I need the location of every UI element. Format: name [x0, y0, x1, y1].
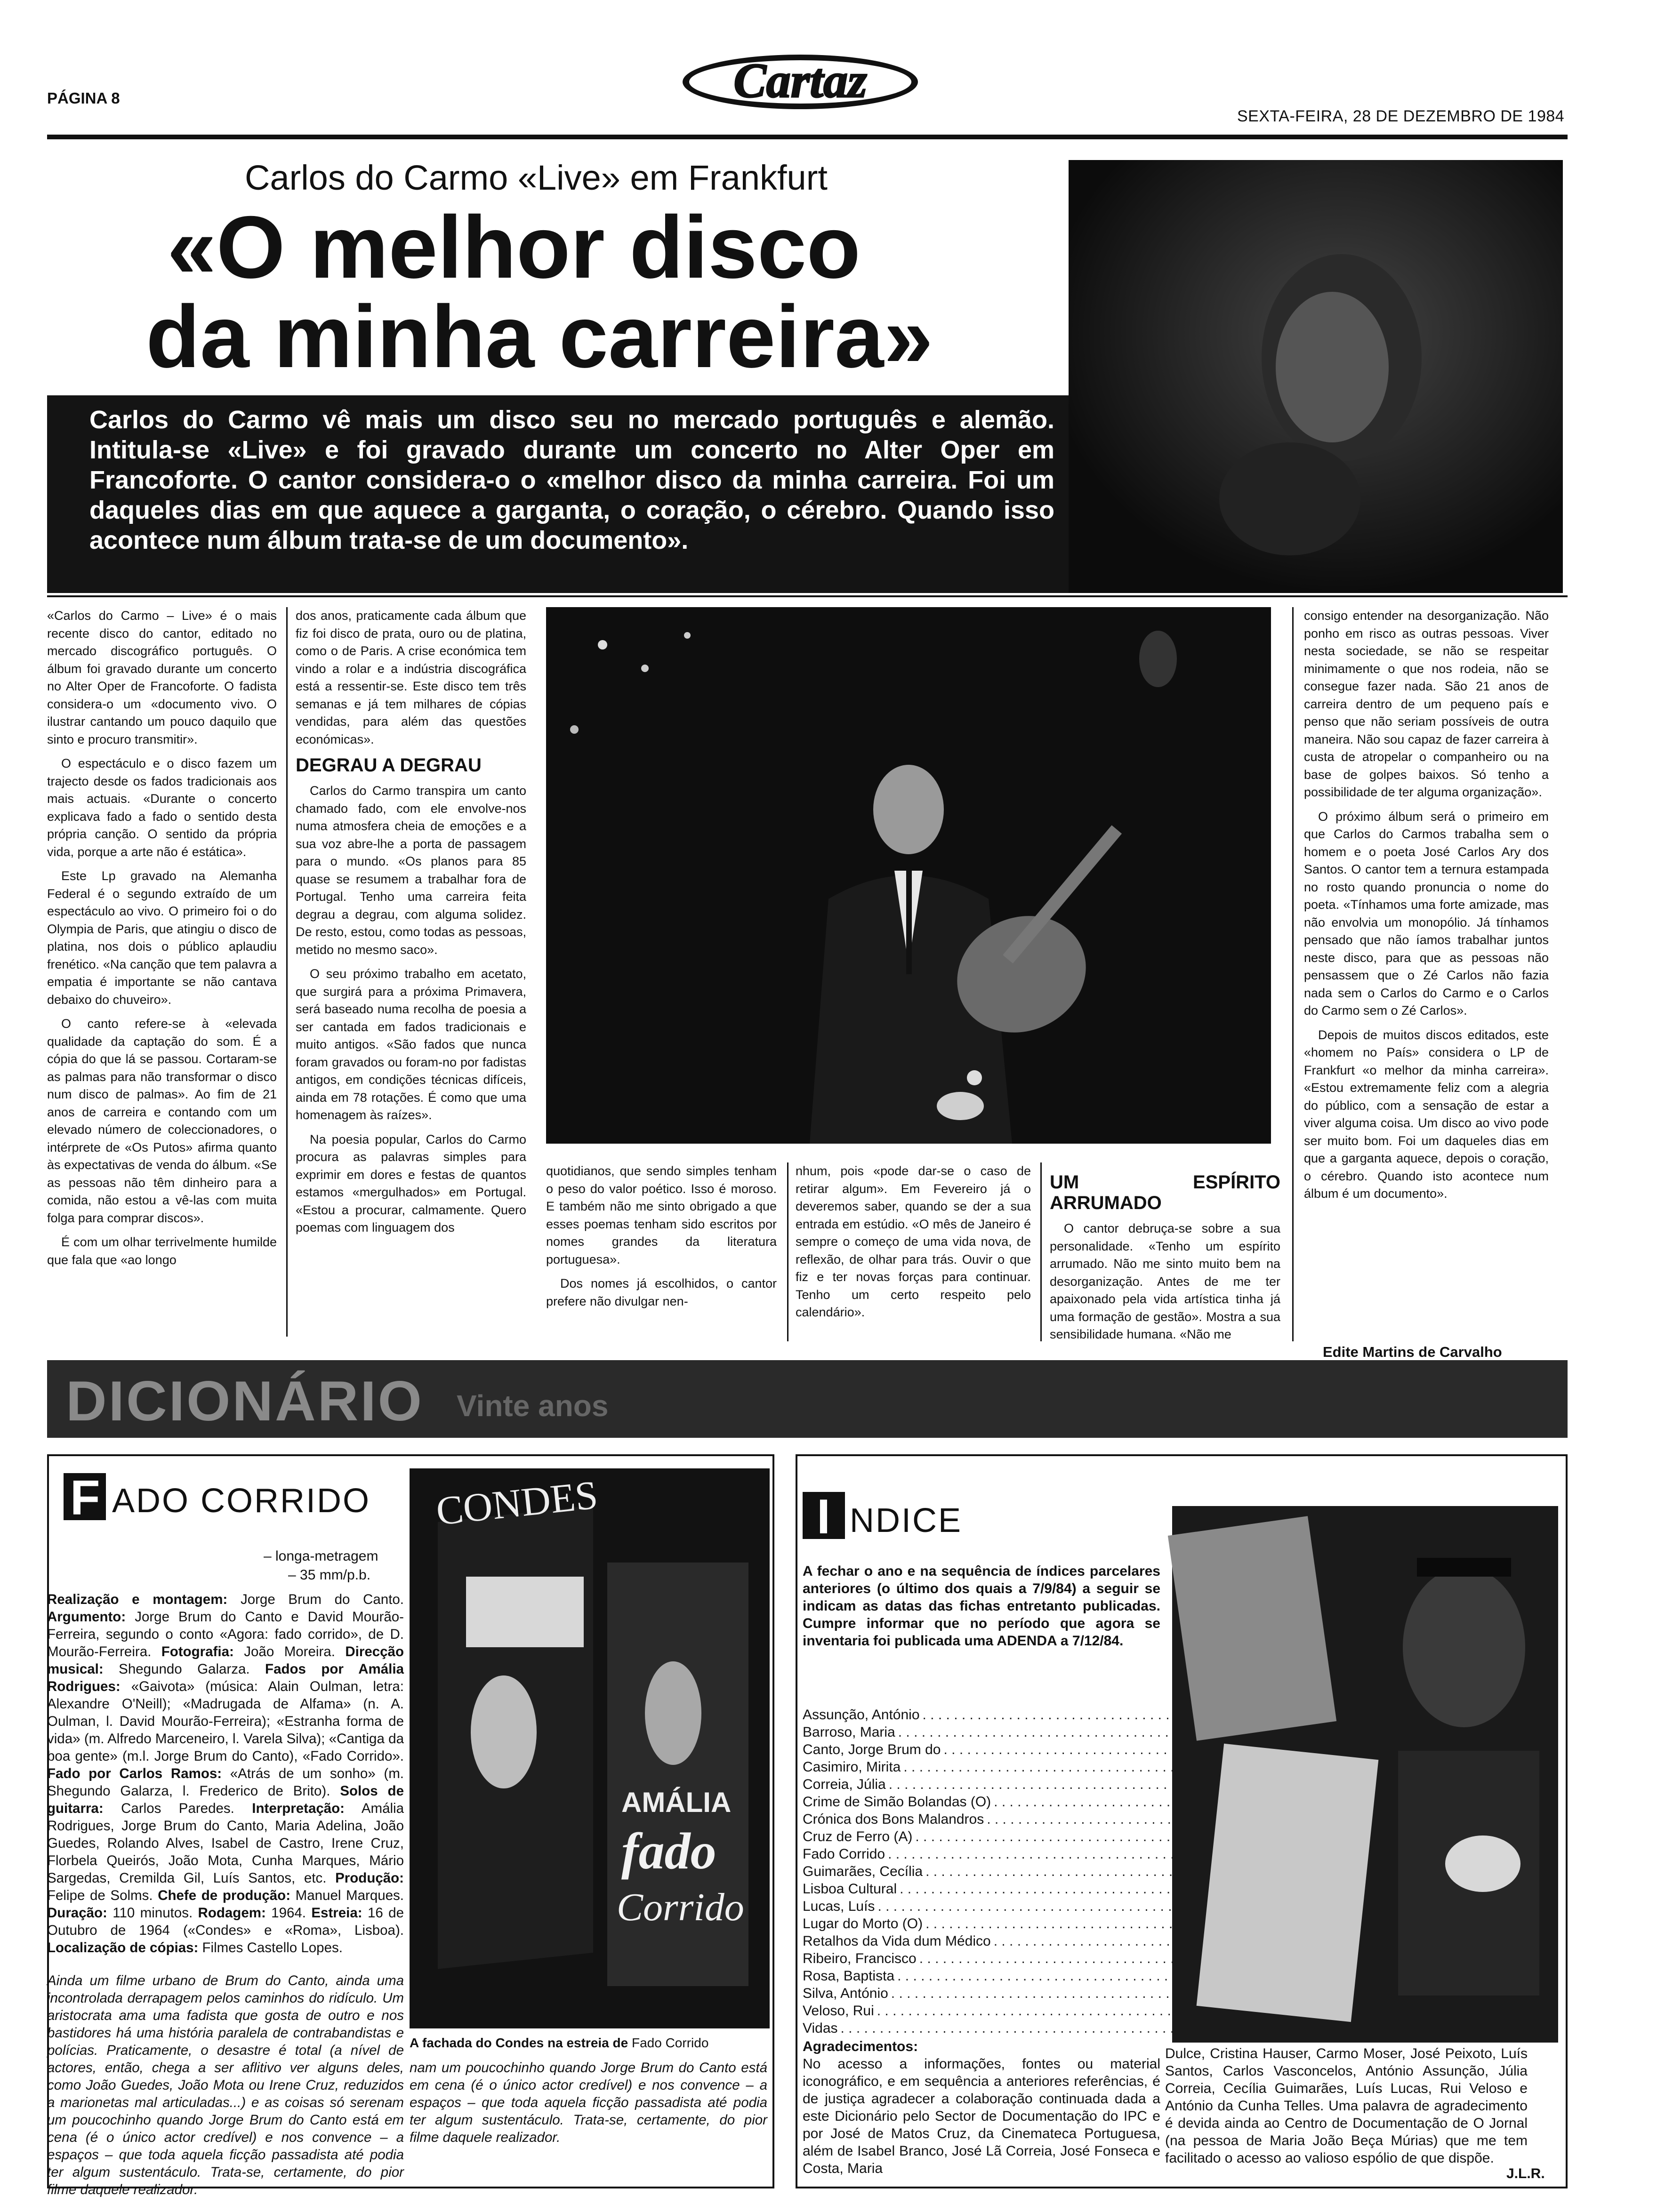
col3-paragraph: quotidianos, que sendo simples tenham o peso do valor poético. Isso é moroso. E também não me sinto obrigado a que esses poemas tenham sido escritos por nomes grandes da literatura portuguesa».: [546, 1164, 777, 1266]
indice-entry-name: Ribeiro, Francisco: [803, 1951, 917, 1966]
col2-paragraph: O seu próximo trabalho em acetato, que surgirá para a próxima Primavera, será baseado numa recolha de poesia a ser cantada em fados tradicionais e muito antigos. «São fados que nunca foram gravados ou foram-no por fadistas antigos, em condições técnicas difíceis, ainda em 78 rotações. É como que uma homenagem às raízes».: [296, 967, 526, 1122]
fado-initial-block: [64, 1471, 106, 1525]
fado-initial: F: [70, 1471, 100, 1525]
indice-initial-block: [803, 1490, 845, 1544]
indice-entry: [803, 1967, 1160, 1985]
col1-paragraph: É com um olhar terrivelmente humilde que fala que «ao longo: [47, 1235, 277, 1267]
article-lead: Carlos do Carmo vê mais um disco seu no mercado português e alemão. Intitula-se «Live» e foi gravado durante um concerto no Alter Oper em Francoforte. O cantor considera-o o «melhor disco da minha carreira. Foi um daqueles dias em que aquece a garganta, o coração, o cérebro. Quando isso acontece num álbum trata-se de um documento».: [47, 395, 1069, 593]
column-rule: [787, 1162, 788, 1341]
col6-paragraph: Depois de muitos discos editados, este «homem no País» considera o LP de Frankfurt «o melhor da minha carreira». «Estou extremamente feliz com a alegria do público, com a sensação de estar a viver alguma coisa. Um disco ao vivo pode ser muito bom. Foi um daqueles dias em que a garganta aquece, depois o coração, o cérebro. Quando isto acontece num álbum é um documento».: [1304, 1027, 1549, 1201]
indice-entry: [803, 2002, 1160, 2020]
indice-entry: [803, 1828, 1160, 1845]
indice-list: [803, 1706, 1160, 2037]
indice-ack: [803, 2038, 1160, 2184]
indice-entry-name: Canto, Jorge Brum do: [803, 1742, 941, 1757]
indice-entry-name: Crime de Simão Bolandas (O): [803, 1794, 991, 1810]
col2-paragraph: dos anos, praticamente cada álbum que fiz foi disco de prata, ouro ou de platina, como o de Paris. A crise económica tem vindo a rolar e a indústria discográfica está a ressentir-se. Este disco tem três semanas e já tem milhares de cópias vendidas, para além das questões económicas».: [296, 609, 526, 746]
credit-label: Produção:: [335, 1870, 404, 1886]
credit-text: Jorge Brum do Canto e David Mourão-Ferreira, segundo o conto «Agora: fado corrido», de D. Mourão-Ferreira.: [47, 1609, 404, 1659]
indice-entry-name: Lucas, Luís: [803, 1899, 875, 1914]
photo-condes-facade: [410, 1468, 770, 2028]
credit-text: João Moreira.: [233, 1644, 346, 1659]
indice-entry-name: Barroso, Maria: [803, 1724, 895, 1740]
col6-paragraph: consigo entender na desorganização. Não ponho em risco as outras pessoas. Viver nesta sociedade, se não se respeitar minimamente o que nos rodeia, não se consegue fazer nada. São 21 anos de carreira dentro de um pequeno país e penso que não seriam possíveis de outra maneira. Não sou capaz de fazer carreira à custa de atropelar o companheiro ou na base de golpes baixos. Só tenho a possibilidade de ter alguma organização».: [1304, 609, 1549, 799]
indice-entry-name: Retalhos da Vida dum Médico: [803, 1933, 991, 1949]
col1-paragraph: Este Lp gravado na Alemanha Federal é o segundo extraído de um espectáculo ao vivo. O primeiro foi o do Olympia de Paris, que atingiu o disco de platina, nos dois o público aplaudiu frenético. «Na canção que tem palavra a empatia é importante se não cantava debaixo do chuveiro».: [47, 869, 277, 1007]
credit-label: Localização de cópias:: [47, 1940, 199, 1956]
amalia-sign: AMÁLIA: [621, 1787, 732, 1818]
indice-title: NDICE: [850, 1502, 963, 1539]
article-column-1: [47, 607, 277, 1337]
indice-entry: [803, 1793, 1160, 1811]
credit-text: Felipe de Solms.: [47, 1888, 158, 1903]
credit-label: Duração:: [47, 1905, 107, 1921]
fado-critique: [47, 1972, 404, 2197]
article-headline-line2: da minha carreira»: [146, 287, 933, 386]
article-column-4: [796, 1162, 1031, 1341]
indice-ack-paragraph: [803, 2038, 1160, 2177]
condes-facade-shape: [410, 1468, 770, 2028]
credit-text: Shegundo Galarza.: [103, 1661, 265, 1677]
dicionario-banner: [47, 1360, 1568, 1438]
indice-initial: I: [817, 1490, 830, 1544]
dicionario-subtitle: Vinte anos: [457, 1389, 609, 1423]
indice-entry-name: Rosa, Baptista: [803, 1968, 895, 1984]
article-column-2: [296, 607, 526, 1341]
collage-shape: [1172, 1506, 1558, 2043]
credit-label: Fotografia:: [161, 1644, 234, 1659]
indice-entry: [803, 1985, 1160, 2002]
credit-text: «Atrás de um sonho» (m. Shegundo Galarza, l. Frederico de Brito).: [47, 1766, 404, 1799]
portrait-figure-shape: [1069, 160, 1563, 593]
subhead-espirito: UM ESPÍRITO ARRUMADO: [1050, 1172, 1280, 1213]
indice-entry-name: Lisboa Cultural: [803, 1881, 897, 1897]
fado-critique-text: Ainda um filme urbano de Brum do Canto, ainda uma incontrolada derrapagem pelos caminhos do ridículo. Um aristocrata ama uma fadista que gosta de outro e nos bastidores há uma história paralela de contrabandistas e polícias. Praticamente, o desastre é total (a nível de actores, então, chega a ser aflitivo ver alguns deles, como João Guedes, João Mota ou Irene Cruz, reduzidos a marionetas mal articuladas...) e as coisas só serenam um poucochinho quando Jorge Brum do Canto está em cena (é o único actor credível) e nos convence – a espaços – que toda aquela ficção passadista até podia ter algum sustentáculo. Trata-se, certamente, do pior filme daquele realizador.: [47, 1973, 404, 2197]
corrido-sign: Corrido: [617, 1885, 744, 1929]
indice-entry: [803, 1863, 1160, 1880]
credit-label: Realização e montagem:: [47, 1592, 228, 1607]
indice-entry: [803, 1758, 1160, 1776]
masthead-logo-shape: [678, 45, 923, 116]
indice-entry-name: Cruz de Ferro (A): [803, 1829, 913, 1844]
credit-label: Interpretação:: [252, 1801, 345, 1816]
ack-label: Agradecimentos:: [803, 2039, 918, 2054]
credit-label: Fados por Amália Rodrigues:: [47, 1661, 404, 1694]
indice-entry-name: Correia, Júlia: [803, 1777, 886, 1792]
caption-title: Fado Corrido: [628, 2036, 709, 2050]
masthead-logo: [678, 45, 923, 116]
credit-text: 1964.: [265, 1905, 312, 1921]
indice-entry: [803, 1776, 1160, 1793]
col2-paragraph: Na poesia popular, Carlos do Carmo procura as palavras simples para exprimir em dores e festas de quantos estamos «mergulhados» em Portugal. «Estou a procurar, calmamente. Quero poemas com linguagem dos: [296, 1132, 526, 1234]
indice-entry-name: Casimiro, Mirita: [803, 1759, 901, 1775]
subhead-degrau: DEGRAU A DEGRAU: [296, 755, 482, 776]
credit-text: 110 minutos.: [107, 1905, 198, 1921]
page-label: PÁGINA 8: [47, 89, 120, 107]
ack-text: No acesso a informações, fontes ou material iconográfico, e em sequência a anteriores referências, é de justiça agradecer a colaboração continuada dada a este Dicionário pelo Sector de Documentação do IPC e por José de Matos Cruz, da Cinemateca Portuguesa, além de Isabel Branco, José Lã Correia, José Fonseca e Costa, Maria: [803, 2056, 1160, 2176]
indice-entry-name: Silva, António: [803, 1986, 888, 2001]
indice-entry: [803, 1898, 1160, 1915]
fado-credits: [47, 1591, 404, 1967]
col1-paragraph: O espectáculo e o disco fazem um trajecto desde os fados tradicionais aos mais actuais. «Durante o concerto explicava fado a fado o sentido desta própria canção. O sentido da própria vida, porque a arte não é estática».: [47, 756, 277, 859]
credit-text: Filmes Castello Lopes.: [198, 1940, 343, 1956]
credit-text: Manuel Marques.: [290, 1888, 404, 1903]
indice-entry-name: Vidas: [803, 2020, 838, 2036]
indice-entry: [803, 1723, 1160, 1741]
issue-date: SEXTA-FEIRA, 28 DE DEZEMBRO DE 1984: [1237, 107, 1565, 125]
credit-label: Solos de guitarra:: [47, 1783, 404, 1816]
col4-paragraph: nhum, pois «pode dar-se o caso de retirar algum». Em Fevereiro já o deveremos saber, quando se der a sua entrada em estúdio. «O mês de Janeiro é sempre o começo de uma vida nova, de reflexão, de olhar para trás. Ouvir o que fiz e ter novas forças para continuar. Tenho um certo respeito pelo calendário».: [796, 1164, 1031, 1319]
credit-text: «Gaivota» (música: Alain Oulman, letra: Alexandre O'Neill); «Madrugada de Alfama» (n. A. Oulman, l. David Mourão-Ferreira); «Estranha forma de vida» (m. Alfredo Marceneiro, l. Varela Silva); «Cantiga da boa gente» (m.l. Jorge Brum do Canto), «Fado Corrido».: [47, 1679, 404, 1764]
dicionario-title: DICIONÁRIO: [66, 1370, 424, 1433]
article-column-3: [546, 1162, 777, 1341]
indice-entry: [803, 1915, 1160, 1932]
concert-scene-shape: [546, 607, 1271, 1144]
indice-entry-name: Crónica dos Bons Malandros: [803, 1811, 984, 1827]
photo-concert: [546, 607, 1271, 1144]
indice-intro: A fechar o ano e na sequência de índices parcelares anteriores (o último dos quais a 7/9/84) a seguir se indicam as datas das fichas entretanto publicadas. Cumpre informar que no período que agora se inventaria foi publicada uma ADENDA a 7/12/84.: [803, 1563, 1160, 1649]
indice-entry-name: Assunção, António: [803, 1707, 920, 1723]
indice-entry: [803, 1932, 1160, 1950]
fado-sign: fado: [621, 1822, 716, 1880]
credit-text: Carlos Paredes.: [103, 1801, 252, 1816]
indice-entry: [803, 1741, 1160, 1758]
credit-text: Amália Rodrigues, Jorge Brum do Canto, Maria Adelina, João Guedes, Rolando Alves, Isabel de Castro, Irene Cruz, Florbela Queirós, João Mota, Cunha Marques, Mário Sargedas, Cremilda Gil, Luís Santos, etc.: [47, 1801, 404, 1886]
header-rule: [47, 135, 1568, 139]
fado-title: ADO CORRIDO: [112, 1482, 371, 1520]
col1-paragraph: O canto refere-se à «elevada qualidade da captação do som. É a cópia do que lá se passou. Cortaram-se as palmas para não transformar o disco num disco de palmas». Ao fim de 21 anos de carreira e contando com um elevado número de coleccionadores, o intérprete de «Os Putos» afirma quanto às expectativas de venda do álbum. «Se as pessoas não têm dinheiro para a comida, não estou a vê-las com muita folga para comprar discos».: [47, 1017, 277, 1225]
credit-label: Argumento:: [47, 1609, 126, 1625]
indice-entry-name: Veloso, Rui: [803, 2003, 874, 2019]
indice-entry: [803, 1845, 1160, 1863]
column-rule: [1040, 1162, 1042, 1341]
article-column-6: [1304, 607, 1549, 1341]
fado-format-2: – 35 mm/p.b.: [288, 1567, 371, 1583]
fado-credits-text: [47, 1591, 404, 1956]
masthead-text: Cartaz: [733, 54, 867, 108]
column-rule: [1292, 607, 1294, 1341]
fado-critique-continued-text: nam um poucochinho quando Jorge Brum do Canto está em cena (é o único actor credível) e nos convence – a espaços – que toda aquela ficção passadista até podia ter algum sustentáculo. Trata-se, certamente, do pior filme daquele realizador.: [410, 2060, 767, 2145]
col6-paragraph: O próximo álbum será o primeiro em que Carlos do Carmos trabalha sem o homem e o poeta José Carlos Ary dos Santos. O cantor tem a ternura estampada no rosto quando pronuncia o nome do poeta. «Tínhamos uma forte amizade, mas não envolvia um monopólio. Já tínhamos pensado que não íamos trabalhar juntos neste disco, para que as pessoas não pensassem que o Zé Carlos não fazia nada sem o Carlos do Carmo e o Carlos do Carmo sem o Zé Carlos».: [1304, 809, 1549, 1018]
credit-label: Fado por Carlos Ramos:: [47, 1766, 222, 1781]
credit-text: 16 de Outubro de 1964 («Condes» e «Roma», Lisboa).: [47, 1905, 404, 1938]
indice-entry: [803, 1706, 1160, 1723]
indice-ack-right: [1165, 2045, 1528, 2172]
col1-paragraph: «Carlos do Carmo – Live» é o mais recente disco do cantor, editado no mercado discográfico português. O álbum foi gravado durante um concerto no Alter Oper de Francoforte. O fadista considera-o um «documento vivo. O ilustrar cantando um pouco daquilo que sinto e procuro transmitir».: [47, 609, 277, 746]
credit-label: Direcção musical:: [47, 1644, 404, 1677]
indice-entry-name: Lugar do Morto (O): [803, 1916, 923, 1931]
photo-indice-collage: [1172, 1506, 1558, 2043]
col3-paragraph: Dos nomes já escolhidos, o cantor prefere não divulgar nen-: [546, 1276, 777, 1308]
credit-label: Rodagem:: [198, 1905, 266, 1921]
fado-critique-continued: [410, 2059, 767, 2181]
indice-entry-name: Guimarães, Cecília: [803, 1864, 923, 1879]
photo-caption: [410, 2036, 767, 2051]
lead-rule: [47, 595, 1568, 597]
indice-entry-name: Fado Corrido: [803, 1846, 885, 1862]
credit-label: Estreia:: [311, 1905, 362, 1921]
indice-signature: J.L.R.: [1506, 2166, 1545, 2181]
credit-text: Jorge Brum do Canto.: [227, 1592, 404, 1607]
photo-carlos-portrait: [1069, 160, 1563, 593]
indice-ack-right-text: Dulce, Cristina Hauser, Carmo Moser, José Peixoto, Luís Santos, Carlos Vasconcelos, António Assunção, Júlia Correia, Cecília Guimarães, Luís Lucas, Rui Veloso e António da Cunha Telles. Uma palavra de agradecimento é devida ainda ao Centro de Documentação de O Jornal (na pessoa de Maria João Beça Múrias) que me tem facilitado o acesso ao valioso espólio de que dispõe.: [1165, 2046, 1528, 2166]
condes-sign: CONDES: [434, 1472, 600, 1534]
caption-label: A fachada do Condes na estreia de: [410, 2036, 628, 2050]
indice-entry: [803, 1880, 1160, 1898]
indice-entry: [803, 2020, 1160, 2037]
article-kicker: Carlos do Carmo «Live» em Frankfurt: [245, 158, 828, 197]
column-rule: [286, 607, 288, 1337]
indice-entry: [803, 1811, 1160, 1828]
article-headline-line1: «O melhor disco: [167, 198, 861, 297]
credit-label: Chefe de produção:: [158, 1888, 291, 1903]
article-byline: Edite Martins de Carvalho: [1323, 1344, 1502, 1360]
indice-entry: [803, 1950, 1160, 1967]
col2-paragraph: Carlos do Carmo transpira um canto chamado fado, com ele envolve-nos numa atmosfera cheia de emoções e a sua voz abre-lhe a porta de passagem para o mundo. «Os planos para 85 quase se resumem a trabalhar fora de Portugal. Tenho uma carreira feita degrau a degrau, com alguma solidez. De resto, estou, como todas as pessoas, metido no mesmo saco».: [296, 784, 526, 957]
col5-paragraph: O cantor debruça-se sobre a sua personalidade. «Tenho um espírito arrumado. Não me sinto muito bem na desorganização. Antes de me ter apaixonado pela vida artística tinha já uma formação de gestão». Mostra a sua sensibilidade humana. «Não me: [1050, 1221, 1280, 1341]
article-column-5: [1050, 1172, 1280, 1341]
fado-format-1: – longa-metragem: [264, 1548, 378, 1564]
